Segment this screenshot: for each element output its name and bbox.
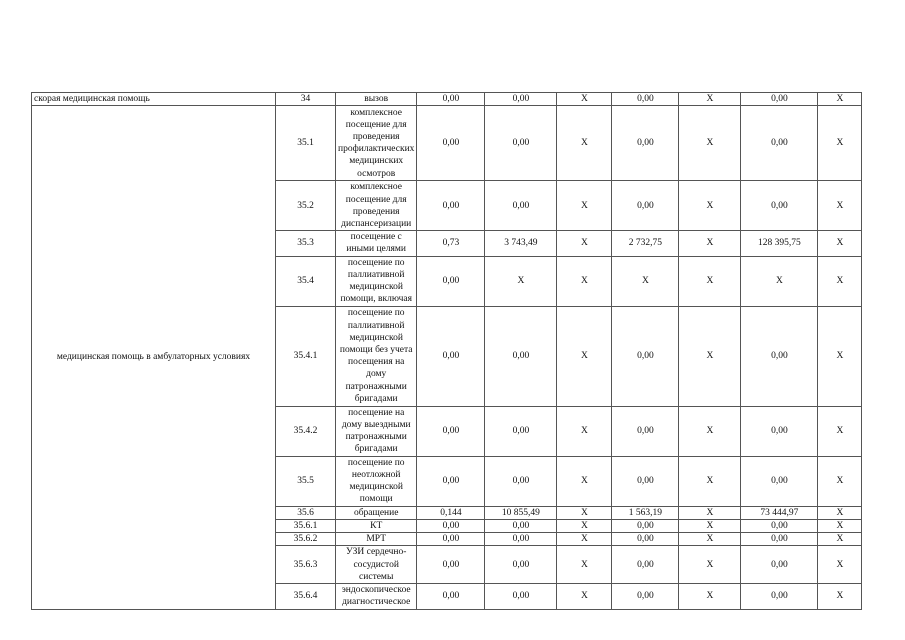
value-cell: X [557,584,612,609]
value-cell: X [818,519,862,532]
value-cell: X [557,93,612,106]
row-number: 35.5 [276,456,336,506]
value-cell: 0,00 [612,406,679,456]
table-row [32,93,862,106]
unit-cell: посещение с иными целями [336,231,417,256]
value-cell: X [485,256,557,306]
value-cell: 0,00 [741,306,818,406]
row-category: скорая медицинская помощь [32,93,276,106]
value-cell: 0,00 [612,93,679,106]
value-cell: 0,00 [485,306,557,406]
value-cell: 0,00 [485,519,557,532]
value-cell: 0,00 [417,306,485,406]
value-cell: X [679,256,741,306]
value-cell: X [679,456,741,506]
value-cell: X [679,231,741,256]
row-number: 35.2 [276,181,336,231]
value-cell: 0,00 [417,519,485,532]
value-cell: 3 743,49 [485,231,557,256]
unit-cell: вызов [336,93,417,106]
value-cell: X [557,456,612,506]
value-cell: X [818,546,862,584]
value-cell: X [818,306,862,406]
row-number: 35.3 [276,231,336,256]
value-cell: X [557,533,612,546]
value-cell: 0,00 [485,106,557,181]
value-cell: 1 563,19 [612,506,679,519]
value-cell: 0,00 [417,456,485,506]
row-number: 35.6.4 [276,584,336,609]
unit-cell: комплексное посещение для проведения профилактических медицинских осмотров [336,106,417,181]
value-cell: X [612,256,679,306]
value-cell: 0,00 [612,456,679,506]
value-cell: 0,00 [417,533,485,546]
value-cell: 0,73 [417,231,485,256]
table-row [32,106,862,181]
value-cell: X [557,231,612,256]
value-cell: 0,00 [417,256,485,306]
value-cell: 0,00 [741,181,818,231]
unit-cell: посещение по паллиативной медицинской помощи, включая [336,256,417,306]
value-cell: X [818,106,862,181]
row-number: 35.6.2 [276,533,336,546]
value-cell: 0,00 [741,406,818,456]
unit-cell: эндоскопическое диагностическое [336,584,417,609]
unit-cell: посещение по паллиативной медицинской помощи без учета посещения на дому патронажными бригадами [336,306,417,406]
unit-cell: комплексное посещение для проведения диспансеризации [336,181,417,231]
value-cell: X [679,181,741,231]
row-number: 35.1 [276,106,336,181]
row-number: 35.4.1 [276,306,336,406]
value-cell: X [679,519,741,532]
unit-cell: УЗИ сердечно-сосудистой системы [336,546,417,584]
value-cell: 0,00 [485,93,557,106]
value-cell: X [679,546,741,584]
value-cell: X [557,181,612,231]
value-cell: X [741,256,818,306]
value-cell: 0,00 [612,533,679,546]
value-cell: 0,00 [417,584,485,609]
value-cell: 0,00 [612,181,679,231]
row-category: медицинская помощь в амбулаторных условиях [32,106,276,609]
value-cell: X [679,93,741,106]
value-cell: X [679,533,741,546]
value-cell: X [818,93,862,106]
value-cell: 128 395,75 [741,231,818,256]
value-cell: 0,00 [612,106,679,181]
unit-cell: МРТ [336,533,417,546]
value-cell: 0,00 [612,546,679,584]
value-cell: 0,00 [417,406,485,456]
value-cell: X [818,456,862,506]
value-cell: X [679,306,741,406]
value-cell: X [679,584,741,609]
row-number: 35.6.3 [276,546,336,584]
value-cell: 0,00 [741,93,818,106]
value-cell: 0,00 [612,584,679,609]
value-cell: X [557,546,612,584]
value-cell: 0,00 [417,546,485,584]
value-cell: 0,00 [485,533,557,546]
value-cell: X [818,181,862,231]
value-cell: X [818,406,862,456]
value-cell: 0,00 [741,106,818,181]
value-cell: X [557,519,612,532]
value-cell: 10 855,49 [485,506,557,519]
unit-cell: обращение [336,506,417,519]
value-cell: 0,00 [485,181,557,231]
value-cell: X [818,256,862,306]
value-cell: 0,00 [417,106,485,181]
value-cell: 0,00 [612,519,679,532]
value-cell: 0,00 [741,456,818,506]
value-cell: X [818,231,862,256]
row-number: 35.6.1 [276,519,336,532]
data-table [31,92,862,610]
value-cell: X [557,306,612,406]
value-cell: 0,00 [741,533,818,546]
value-cell: 2 732,75 [612,231,679,256]
value-cell: X [557,506,612,519]
value-cell: X [679,106,741,181]
value-cell: X [679,506,741,519]
value-cell: X [557,106,612,181]
value-cell: 0,00 [741,546,818,584]
value-cell: X [679,406,741,456]
value-cell: 0,00 [741,519,818,532]
value-cell: 0,00 [485,456,557,506]
value-cell: 0,00 [485,584,557,609]
value-cell: 0,144 [417,506,485,519]
row-number: 35.6 [276,506,336,519]
value-cell: 0,00 [485,406,557,456]
row-number: 35.4.2 [276,406,336,456]
unit-cell: посещение на дому выездными патронажными бригадами [336,406,417,456]
unit-cell: КТ [336,519,417,532]
value-cell: 0,00 [417,93,485,106]
value-cell: 0,00 [741,584,818,609]
value-cell: X [818,533,862,546]
value-cell: 73 444,97 [741,506,818,519]
value-cell: X [557,406,612,456]
value-cell: 0,00 [417,181,485,231]
unit-cell: посещение по неотложной медицинской помощи [336,456,417,506]
value-cell: X [557,256,612,306]
value-cell: 0,00 [612,306,679,406]
value-cell: 0,00 [485,546,557,584]
value-cell: X [818,584,862,609]
row-number: 35.4 [276,256,336,306]
row-number: 34 [276,93,336,106]
value-cell: X [818,506,862,519]
